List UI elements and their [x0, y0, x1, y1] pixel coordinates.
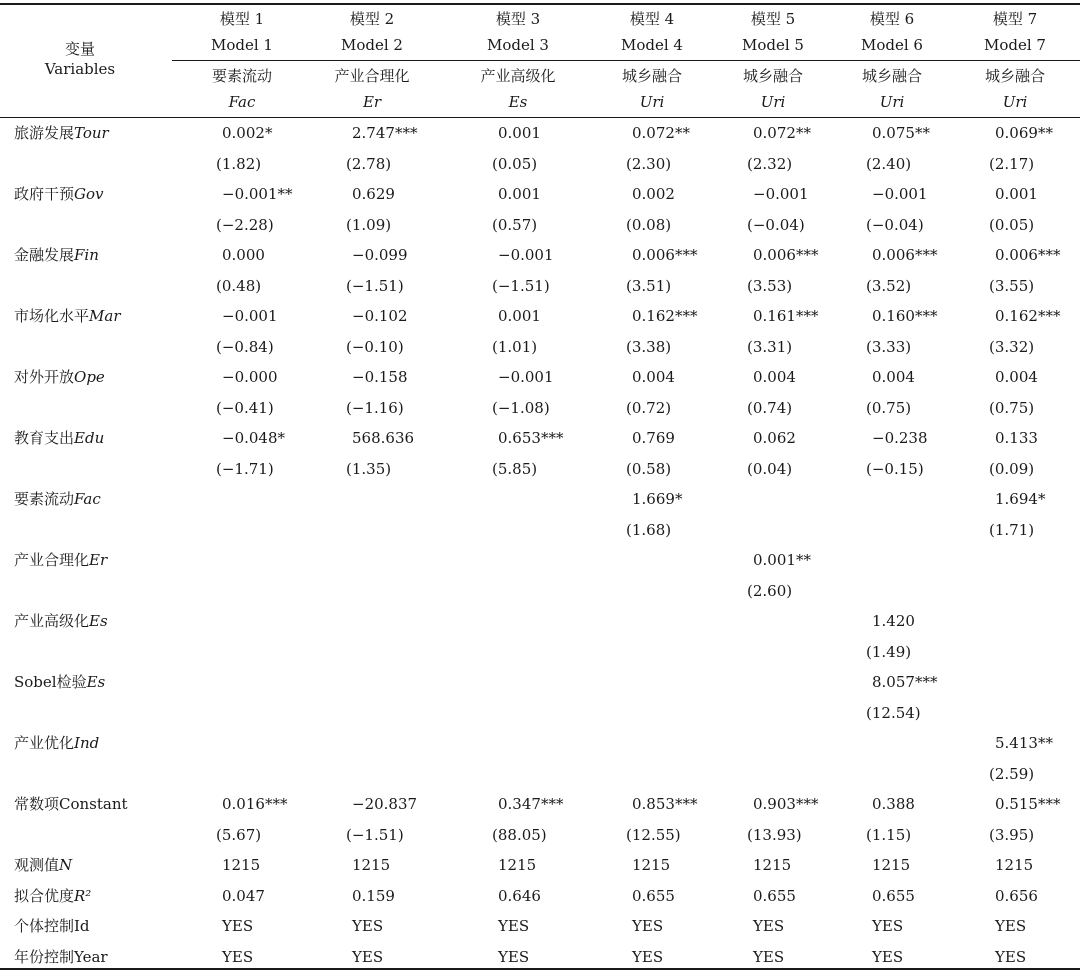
dependent-variable-5 [708, 63, 838, 115]
table-cell: (3.55) [989, 277, 1035, 295]
variable-symbol: Er [89, 551, 108, 569]
table-row [0, 118, 1080, 148]
table-row [0, 271, 1080, 301]
model-header-4 [587, 6, 717, 58]
table-cell: 0.016*** [222, 795, 288, 813]
table-cell: 0.656 [995, 887, 1038, 905]
table-cell: (−0.15) [866, 460, 924, 478]
dependent-variable-4 [587, 63, 717, 115]
variable-symbol: Fac [74, 490, 101, 508]
table-bottom-rule [0, 968, 1080, 970]
table-cell: (0.75) [989, 399, 1035, 417]
model-name-en: Model 3 [487, 36, 549, 54]
table-cell: (−0.04) [747, 216, 805, 234]
table-cell: 1.420 [872, 612, 915, 630]
table-cell: 0.001 [995, 185, 1038, 203]
table-cell: YES [352, 948, 384, 966]
variables-header-cn: 变量 [64, 40, 95, 58]
table-cell: 0.655 [753, 887, 796, 905]
table-cell: 0.162*** [632, 307, 698, 325]
table-cell: (0.08) [626, 216, 672, 234]
table-cell: (0.04) [747, 460, 793, 478]
table-cell: (2.32) [747, 155, 793, 173]
table-cell: 0.162*** [995, 307, 1061, 325]
variable-symbol: Mar [89, 307, 121, 325]
variable-label [14, 606, 108, 636]
dependent-variable-cn: 城乡融合 [861, 67, 922, 85]
table-cell: −0.099 [352, 246, 408, 264]
table-row [0, 789, 1080, 819]
table-cell: (3.38) [626, 338, 672, 356]
table-cell: YES [753, 948, 785, 966]
table-cell: 0.004 [872, 368, 915, 386]
table-row [0, 637, 1080, 667]
variable-label [14, 118, 109, 148]
table-cell: 0.001** [753, 551, 811, 569]
variable-name: 教育支出 [14, 429, 75, 447]
table-cell: (−0.10) [346, 338, 404, 356]
model-header-2 [307, 6, 437, 58]
table-cell: 0.769 [632, 429, 675, 447]
table-cell: (1.49) [866, 643, 912, 661]
model-header-3 [453, 6, 583, 58]
table-cell: 0.047 [222, 887, 265, 905]
table-cell: (1.35) [346, 460, 392, 478]
table-cell: (3.31) [747, 338, 793, 356]
table-cell: 568.636 [352, 429, 415, 447]
table-cell: YES [995, 948, 1027, 966]
table-cell: YES [872, 948, 904, 966]
table-cell: 0.006*** [995, 246, 1061, 264]
table-cell: YES [498, 917, 530, 935]
model-name-cn: 模型 6 [869, 10, 915, 28]
table-cell: 1.694* [995, 490, 1046, 508]
table-cell: 1215 [753, 856, 792, 874]
table-cell: −0.048* [222, 429, 286, 447]
variable-name: 个体控制Id [14, 917, 90, 935]
variable-symbol: Edu [74, 429, 105, 447]
table-cell: YES [632, 917, 664, 935]
table-cell: (3.33) [866, 338, 912, 356]
table-cell: (−0.84) [216, 338, 274, 356]
table-row [0, 332, 1080, 362]
dependent-variable-symbol: Er [362, 93, 382, 111]
table-cell: 0.006*** [753, 246, 819, 264]
table-cell: (88.05) [492, 826, 547, 844]
table-cell: (0.74) [747, 399, 793, 417]
table-cell: 0.133 [995, 429, 1038, 447]
model-header-rule [172, 60, 1080, 61]
variable-label [14, 789, 128, 819]
table-cell: (1.71) [989, 521, 1035, 539]
table-cell: 0.004 [632, 368, 675, 386]
dependent-variable-cn: 城乡融合 [984, 67, 1045, 85]
table-cell: −0.001 [222, 307, 278, 325]
dependent-variable-3 [453, 63, 583, 115]
dependent-variable-symbol: Uri [1002, 93, 1028, 111]
variable-label [14, 881, 91, 911]
table-row [0, 454, 1080, 484]
variable-symbol: Gov [74, 185, 104, 203]
table-cell: 0.655 [632, 887, 675, 905]
table-cell: 0.069** [995, 124, 1053, 142]
table-cell: 0.002* [222, 124, 273, 142]
table-cell: (−1.51) [346, 826, 404, 844]
table-cell: (5.85) [492, 460, 538, 478]
table-cell: (−0.04) [866, 216, 924, 234]
table-cell: (3.95) [989, 826, 1035, 844]
table-cell: (3.52) [866, 277, 912, 295]
table-cell: 0.515*** [995, 795, 1061, 813]
table-row [0, 606, 1080, 636]
table-cell: 1215 [632, 856, 671, 874]
variable-label [14, 850, 72, 880]
table-row [0, 698, 1080, 728]
table-cell: (−0.41) [216, 399, 274, 417]
table-row [0, 728, 1080, 758]
table-row [0, 850, 1080, 880]
table-cell: −0.001 [498, 246, 554, 264]
table-cell: 1215 [352, 856, 391, 874]
model-name-cn: 模型 1 [219, 10, 265, 28]
model-name-en: Model 5 [742, 36, 804, 54]
table-cell: (2.60) [747, 582, 793, 600]
variable-label [14, 911, 90, 941]
variable-label [14, 484, 101, 514]
table-cell: (3.32) [989, 338, 1035, 356]
variable-name: 旅游发展 [14, 124, 75, 142]
variable-name: 政府干预 [14, 185, 75, 203]
model-name-en: Model 6 [861, 36, 923, 54]
table-cell: (2.59) [989, 765, 1035, 783]
table-cell: 0.006*** [872, 246, 938, 264]
variable-symbol: N [59, 856, 73, 874]
dependent-variable-cn: 要素流动 [211, 67, 272, 85]
variable-label [14, 179, 104, 209]
table-cell: 0.646 [498, 887, 541, 905]
table-cell: (−1.51) [346, 277, 404, 295]
model-header-6 [827, 6, 957, 58]
table-cell: −0.001 [498, 368, 554, 386]
table-cell: 0.004 [753, 368, 796, 386]
table-row [0, 301, 1080, 331]
table-cell: (0.09) [989, 460, 1035, 478]
table-cell: 0.161*** [753, 307, 819, 325]
table-cell: −0.001 [872, 185, 928, 203]
variable-name: 产业优化 [14, 734, 75, 752]
table-row [0, 423, 1080, 453]
table-cell: (−1.71) [216, 460, 274, 478]
variable-symbol: Fin [74, 246, 99, 264]
table-cell: (12.55) [626, 826, 681, 844]
variable-name: 观测值 [14, 856, 60, 874]
variable-name: 对外开放 [14, 368, 75, 386]
variable-symbol: Ope [74, 368, 105, 386]
model-name-en: Model 4 [621, 36, 683, 54]
table-cell: (1.15) [866, 826, 912, 844]
table-cell: YES [753, 917, 785, 935]
table-cell: 1.669* [632, 490, 683, 508]
table-cell: (−2.28) [216, 216, 274, 234]
table-cell: (−1.08) [492, 399, 550, 417]
variables-header [20, 36, 140, 82]
table-cell: −20.837 [352, 795, 418, 813]
variable-name: 市场化水平 [14, 307, 90, 325]
table-cell: 1215 [222, 856, 261, 874]
table-cell: 1215 [995, 856, 1034, 874]
variable-name: 拟合优度 [14, 887, 75, 905]
dependent-variable-cn: 产业高级化 [480, 67, 556, 85]
variables-header-en: Variables [44, 60, 116, 78]
table-cell: 5.413** [995, 734, 1053, 752]
table-cell: −0.001** [222, 185, 293, 203]
model-header-5 [708, 6, 838, 58]
variable-label [14, 728, 99, 758]
variable-label [14, 545, 107, 575]
variable-name: Sobel检验 [14, 673, 87, 691]
model-name-en: Model 7 [984, 36, 1046, 54]
table-row [0, 545, 1080, 575]
table-cell: 0.903*** [753, 795, 819, 813]
table-cell: (0.58) [626, 460, 672, 478]
dependent-variable-symbol: Uri [760, 93, 786, 111]
model-header-7 [950, 6, 1080, 58]
model-name-en: Model 2 [341, 36, 403, 54]
table-cell: 0.159 [352, 887, 395, 905]
dependent-variable-1 [177, 63, 307, 115]
table-cell: YES [222, 917, 254, 935]
table-cell: (−1.51) [492, 277, 550, 295]
table-cell: 0.655 [872, 887, 915, 905]
table-cell: (0.05) [492, 155, 538, 173]
dependent-variable-2 [307, 63, 437, 115]
table-cell: (12.54) [866, 704, 921, 722]
table-row [0, 759, 1080, 789]
table-cell: YES [352, 917, 384, 935]
table-row [0, 515, 1080, 545]
table-cell: 0.347*** [498, 795, 564, 813]
table-cell: (13.93) [747, 826, 802, 844]
table-cell: (0.72) [626, 399, 672, 417]
table-cell: YES [872, 917, 904, 935]
table-cell: (1.01) [492, 338, 538, 356]
table-cell: (2.30) [626, 155, 672, 173]
table-cell: 0.075** [872, 124, 930, 142]
table-row [0, 911, 1080, 941]
model-header-1 [177, 6, 307, 58]
table-cell: YES [498, 948, 530, 966]
table-row [0, 820, 1080, 850]
table-cell: 0.002 [632, 185, 675, 203]
model-name-cn: 模型 3 [495, 10, 541, 28]
table-cell: 0.853*** [632, 795, 698, 813]
table-cell: YES [995, 917, 1027, 935]
table-cell: (5.67) [216, 826, 262, 844]
table-row [0, 179, 1080, 209]
table-cell: (0.75) [866, 399, 912, 417]
variable-name: 要素流动 [14, 490, 75, 508]
table-cell: (1.09) [346, 216, 392, 234]
table-cell: (2.17) [989, 155, 1035, 173]
table-cell: 0.062 [753, 429, 796, 447]
table-cell: 0.160*** [872, 307, 938, 325]
table-cell: −0.001 [753, 185, 809, 203]
model-name-cn: 模型 2 [349, 10, 395, 28]
table-cell: 0.004 [995, 368, 1038, 386]
table-row [0, 484, 1080, 514]
table-row [0, 149, 1080, 179]
table-cell: 0.072** [632, 124, 690, 142]
variable-symbol: Es [86, 673, 106, 691]
table-cell: (3.51) [626, 277, 672, 295]
dependent-variable-symbol: Uri [639, 93, 665, 111]
variable-symbol: R² [74, 887, 92, 905]
variable-name: 产业高级化 [14, 612, 90, 630]
table-cell: YES [632, 948, 664, 966]
dependent-variable-7 [950, 63, 1080, 115]
table-row [0, 393, 1080, 423]
dependent-variable-cn: 城乡融合 [742, 67, 803, 85]
model-name-cn: 模型 5 [750, 10, 796, 28]
model-name-cn: 模型 7 [992, 10, 1038, 28]
table-cell: 0.001 [498, 307, 541, 325]
table-cell: −0.238 [872, 429, 928, 447]
table-cell: 0.388 [872, 795, 915, 813]
variable-name: 年份控制Year [14, 948, 108, 966]
table-row [0, 576, 1080, 606]
table-cell: (0.05) [989, 216, 1035, 234]
table-cell: (1.68) [626, 521, 672, 539]
table-row [0, 210, 1080, 240]
dependent-variable-6 [827, 63, 957, 115]
table-cell: 0.006*** [632, 246, 698, 264]
table-cell: 0.000 [222, 246, 265, 264]
variable-symbol: Es [89, 612, 108, 630]
variable-name: 金融发展 [14, 246, 75, 264]
table-cell: −0.158 [352, 368, 408, 386]
table-cell: (3.53) [747, 277, 793, 295]
dependent-variable-symbol: Fac [228, 93, 256, 111]
variable-label [14, 362, 105, 392]
table-row [0, 240, 1080, 270]
dependent-variable-cn: 城乡融合 [621, 67, 682, 85]
table-cell: 0.653*** [498, 429, 564, 447]
table-cell: (2.40) [866, 155, 912, 173]
table-cell: (−1.16) [346, 399, 404, 417]
variable-name: 常数项Constant [14, 795, 128, 813]
table-cell: 0.629 [352, 185, 395, 203]
variable-symbol: Tour [74, 124, 109, 142]
dependent-variable-cn: 产业合理化 [334, 67, 410, 85]
table-top-rule [0, 3, 1080, 5]
model-name-en: Model 1 [211, 36, 273, 54]
table-cell: 0.001 [498, 185, 541, 203]
table-cell: 2.747*** [352, 124, 418, 142]
table-cell: (1.82) [216, 155, 262, 173]
table-row [0, 881, 1080, 911]
table-cell: 1215 [872, 856, 911, 874]
variable-name: 产业合理化 [14, 551, 90, 569]
table-cell: 8.057*** [872, 673, 938, 691]
variable-label [14, 240, 99, 270]
model-name-cn: 模型 4 [629, 10, 675, 28]
table-cell: YES [222, 948, 254, 966]
variable-label [14, 301, 121, 331]
table-cell: −0.102 [352, 307, 408, 325]
table-cell: (0.57) [492, 216, 538, 234]
variable-symbol: Ind [74, 734, 100, 752]
table-row [0, 667, 1080, 697]
dependent-variable-symbol: Es [508, 93, 528, 111]
dependent-variable-symbol: Uri [879, 93, 905, 111]
variable-label [14, 667, 105, 697]
table-cell: (0.48) [216, 277, 262, 295]
table-cell: 0.072** [753, 124, 811, 142]
table-cell: −0.000 [222, 368, 278, 386]
table-cell: 1215 [498, 856, 537, 874]
table-cell: (2.78) [346, 155, 392, 173]
table-cell: 0.001 [498, 124, 541, 142]
variable-label [14, 423, 104, 453]
table-row [0, 362, 1080, 392]
